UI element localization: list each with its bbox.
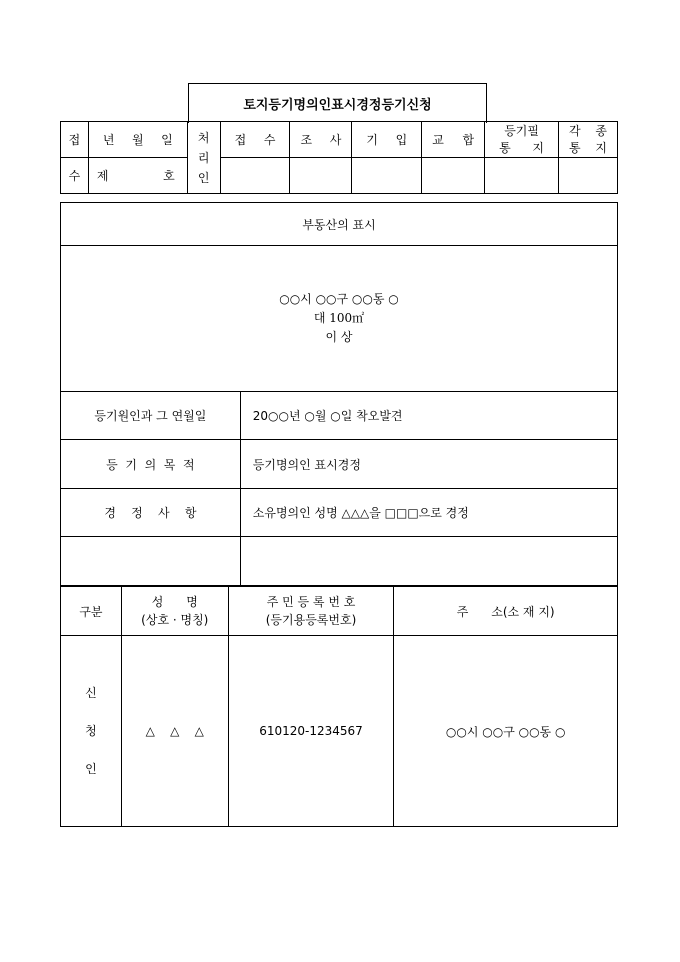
cause-value: 20○○년 ○월 ○일 착오발견 [240, 392, 617, 440]
processor-label: 처 리 인 [187, 122, 220, 194]
reception-label-bottom: 수 [61, 158, 89, 194]
col-verification: 교 합 [422, 122, 485, 158]
col-entry: 기 입 [352, 122, 422, 158]
correction-label: 경 정 사 항 [61, 489, 241, 537]
applicant-address: ○○시 ○○구 ○○동 ○ [394, 636, 618, 827]
name-header: 성 명 (상호 · 명칭) [121, 587, 228, 636]
processing-header-table [60, 121, 618, 194]
applicant-id-number: 610120-1234567 [228, 636, 394, 827]
property-heading: 부동산의 표시 [61, 203, 618, 246]
id-header: 주 민 등 록 번 호 (등기용등록번호) [228, 587, 394, 636]
col-various-notice: 각 종 통 지 [559, 122, 618, 158]
number-label: 제 호 [88, 158, 187, 194]
registration-notice-cell [485, 158, 559, 194]
entry-cell [352, 158, 422, 194]
blank-value [240, 537, 617, 586]
property-description [61, 246, 618, 392]
col-reception: 접 수 [220, 122, 290, 158]
date-label: 년 월 일 [88, 122, 187, 158]
applicant-table [60, 586, 618, 827]
col-inspection: 조 사 [290, 122, 352, 158]
reception-cell [220, 158, 290, 194]
purpose-value: 등기명의인 표시경정 [240, 440, 617, 489]
correction-value: 소유명의인 성명 △△△을 □□□으로 경정 [240, 489, 617, 537]
purpose-label: 등 기 의 목 적 [61, 440, 241, 489]
verification-cell [422, 158, 485, 194]
applicant-name: △ △ △ [121, 636, 228, 827]
col-registration-notice: 등기필 통 지 [485, 122, 559, 158]
address-header: 주 소(소 재 지) [394, 587, 618, 636]
applicant-category: 신 청 인 [61, 636, 122, 827]
property-end: 이 상 [325, 330, 353, 344]
property-table [60, 202, 618, 586]
blank-label [61, 537, 241, 586]
form-title: 토지등기명의인표시경정등기신청 [188, 83, 487, 123]
property-address: ○○시 ○○구 ○○동 ○ [279, 292, 399, 306]
property-area: 대 100㎡ [313, 311, 365, 325]
various-notice-cell [559, 158, 618, 194]
reception-label-top: 접 [61, 122, 89, 158]
inspection-cell [290, 158, 352, 194]
cause-label: 등기원인과 그 연월일 [61, 392, 241, 440]
category-header: 구분 [61, 587, 122, 636]
